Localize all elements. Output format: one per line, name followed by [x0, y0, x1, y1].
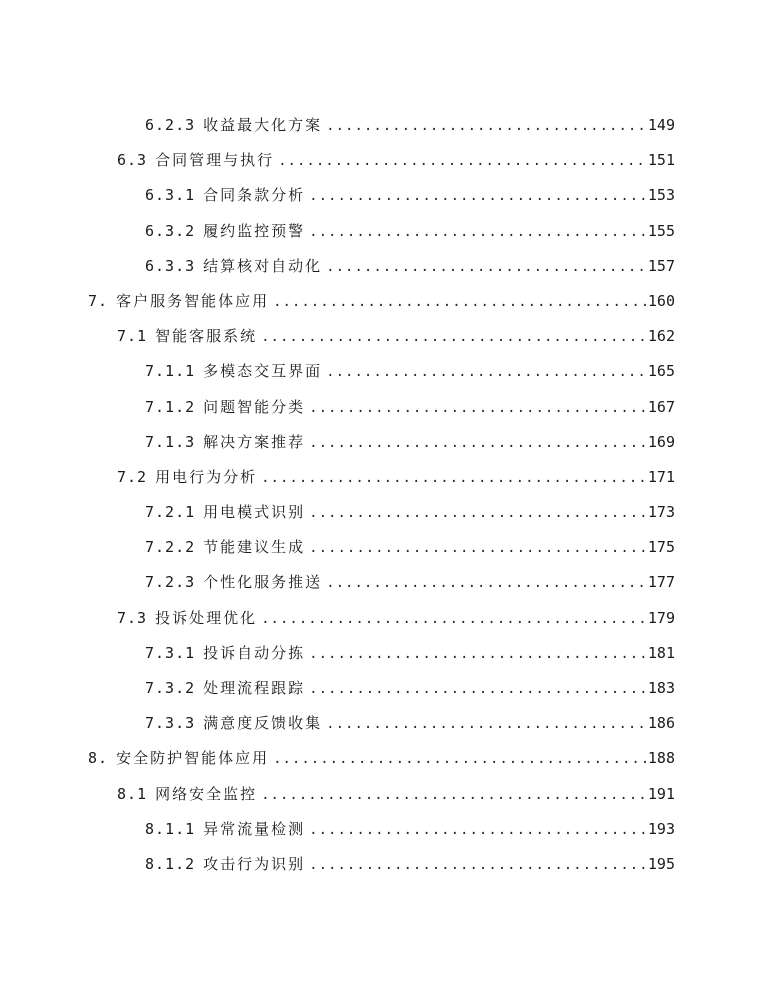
- toc-entry-title: 投诉处理优化: [155, 608, 258, 627]
- dot-leader: [322, 707, 648, 742]
- toc-entry-number: 7.2.1: [145, 503, 196, 522]
- toc-entry-title: 收益最大化方案: [203, 116, 323, 134]
- toc-entry-number: 7.1.2: [145, 397, 196, 416]
- dot-leader: [305, 179, 648, 214]
- dot-leader: [305, 672, 648, 707]
- dot-leader: [322, 355, 648, 390]
- toc-entry-page: 151: [647, 151, 675, 170]
- toc-entry-number: 6.3.1: [145, 186, 196, 205]
- toc-entry-title: 满意度反馈收集: [203, 714, 323, 733]
- toc-entry-title: 合同管理与执行: [155, 151, 275, 170]
- toc-entry[interactable]: [0, 178, 765, 213]
- toc-entry[interactable]: [0, 249, 765, 284]
- toc-entry[interactable]: [0, 108, 765, 143]
- toc-entry-number: 7.3: [117, 608, 148, 627]
- dot-leader: [269, 285, 648, 320]
- toc-entry-page: 160: [647, 291, 675, 310]
- toc-entry-title: 解决方案推荐: [203, 432, 306, 451]
- toc-entry-page: 191: [647, 784, 675, 803]
- toc-entry-number: 7.1.3: [145, 432, 196, 451]
- toc-entry[interactable]: [0, 390, 765, 425]
- dot-leader: [322, 109, 648, 144]
- dot-leader: [322, 566, 648, 601]
- toc-entry[interactable]: [0, 636, 765, 671]
- toc-entry[interactable]: [0, 706, 765, 741]
- toc-entry[interactable]: [0, 425, 765, 460]
- toc-entry-title: 结算核对自动化: [203, 256, 323, 275]
- toc-entry-page: 162: [647, 327, 675, 346]
- toc-entry-page: 188: [647, 749, 675, 768]
- toc-entry[interactable]: [0, 565, 765, 600]
- toc-entry-page: 193: [647, 819, 675, 838]
- toc-entry[interactable]: [0, 812, 765, 847]
- toc-entry-title: 智能客服系统: [155, 327, 258, 346]
- toc-entry-number: 7.1: [117, 327, 148, 346]
- toc-entry[interactable]: [0, 214, 765, 249]
- dot-leader: [305, 426, 648, 461]
- toc-entry-number: 7.3.2: [145, 679, 196, 697]
- toc-entry-title: 多模态交互界面: [203, 362, 323, 381]
- toc-entry[interactable]: [0, 741, 765, 776]
- table-of-contents: [0, 108, 765, 882]
- dot-leader: [305, 813, 648, 848]
- toc-entry-number: 8.1.2: [145, 854, 196, 873]
- toc-entry[interactable]: [0, 460, 765, 495]
- toc-entry-number: 6.3.2: [145, 221, 196, 240]
- toc-entry-page: 165: [647, 362, 675, 381]
- toc-entry[interactable]: [0, 495, 765, 530]
- toc-entry-page: 179: [647, 608, 675, 627]
- toc-entry-number: 7.3.3: [145, 714, 196, 733]
- toc-entry[interactable]: [0, 319, 765, 354]
- toc-entry-title: 异常流量检测: [203, 819, 306, 838]
- dot-leader: [257, 461, 648, 496]
- toc-entry-page: 157: [647, 256, 675, 275]
- toc-entry-title: 履约监控预警: [203, 221, 306, 240]
- toc-entry-number: 7.1.1: [145, 362, 196, 381]
- toc-entry-page: 186: [647, 714, 675, 733]
- toc-entry-title: 节能建议生成: [203, 538, 306, 557]
- toc-entry-title: 问题智能分类: [203, 397, 306, 416]
- toc-entry-title: 合同条款分析: [203, 186, 306, 205]
- toc-entry-page: 169: [647, 432, 675, 451]
- toc-entry-number: 8.: [88, 749, 109, 768]
- toc-entry-title: 客户服务智能体应用: [116, 291, 270, 310]
- toc-entry-title: 个性化服务推送: [203, 573, 323, 592]
- toc-entry-number: 7.2.3: [145, 573, 196, 592]
- dot-leader: [257, 778, 648, 813]
- toc-entry-number: 8.1.1: [145, 819, 196, 838]
- toc-entry-page: 183: [647, 679, 675, 697]
- dot-leader: [257, 602, 648, 637]
- toc-entry-page: 167: [647, 397, 675, 416]
- dot-leader: [305, 215, 648, 250]
- toc-entry[interactable]: [0, 530, 765, 565]
- toc-entry-number: 7.2.2: [145, 538, 196, 557]
- dot-leader: [305, 531, 648, 566]
- dot-leader: [305, 637, 648, 672]
- toc-entry-number: 7.3.1: [145, 643, 196, 662]
- toc-entry-title: 投诉自动分拣: [203, 643, 306, 662]
- toc-entry-page: 153: [647, 186, 675, 205]
- toc-entry-title: 攻击行为识别: [203, 854, 306, 873]
- toc-entry-number: 7.: [88, 291, 109, 310]
- toc-entry-title: 处理流程跟踪: [203, 679, 306, 697]
- toc-entry-page: 181: [647, 643, 675, 662]
- toc-entry-title: 安全防护智能体应用: [116, 749, 270, 768]
- toc-entry-number: 6.3: [117, 151, 148, 170]
- toc-entry-page: 173: [647, 503, 675, 522]
- dot-leader: [305, 848, 648, 883]
- toc-entry-page: 155: [647, 221, 675, 240]
- toc-entry-page: 149: [647, 116, 675, 134]
- dot-leader: [257, 320, 648, 355]
- toc-entry-title: 网络安全监控: [155, 784, 258, 803]
- toc-entry[interactable]: [0, 847, 765, 882]
- toc-entry[interactable]: [0, 601, 765, 636]
- toc-entry-number: 6.3.3: [145, 256, 196, 275]
- toc-entry-page: 195: [647, 854, 675, 873]
- toc-entry-number: 7.2: [117, 467, 148, 486]
- dot-leader: [305, 391, 648, 426]
- toc-entry-number: 6.2.3: [145, 116, 196, 134]
- dot-leader: [322, 250, 648, 285]
- toc-entry-page: 171: [647, 467, 675, 486]
- dot-leader: [269, 742, 648, 777]
- toc-entry[interactable]: [0, 354, 765, 389]
- toc-entry-page: 177: [647, 573, 675, 592]
- toc-entry-number: 8.1: [117, 784, 148, 803]
- toc-entry-title: 用电行为分析: [155, 467, 258, 486]
- dot-leader: [305, 496, 648, 531]
- dot-leader: [274, 144, 648, 179]
- toc-entry[interactable]: [0, 777, 765, 812]
- toc-entry[interactable]: [0, 671, 765, 706]
- toc-entry[interactable]: [0, 143, 765, 178]
- toc-entry-page: 175: [647, 538, 675, 557]
- toc-entry-title: 用电模式识别: [203, 503, 306, 522]
- toc-entry[interactable]: [0, 284, 765, 319]
